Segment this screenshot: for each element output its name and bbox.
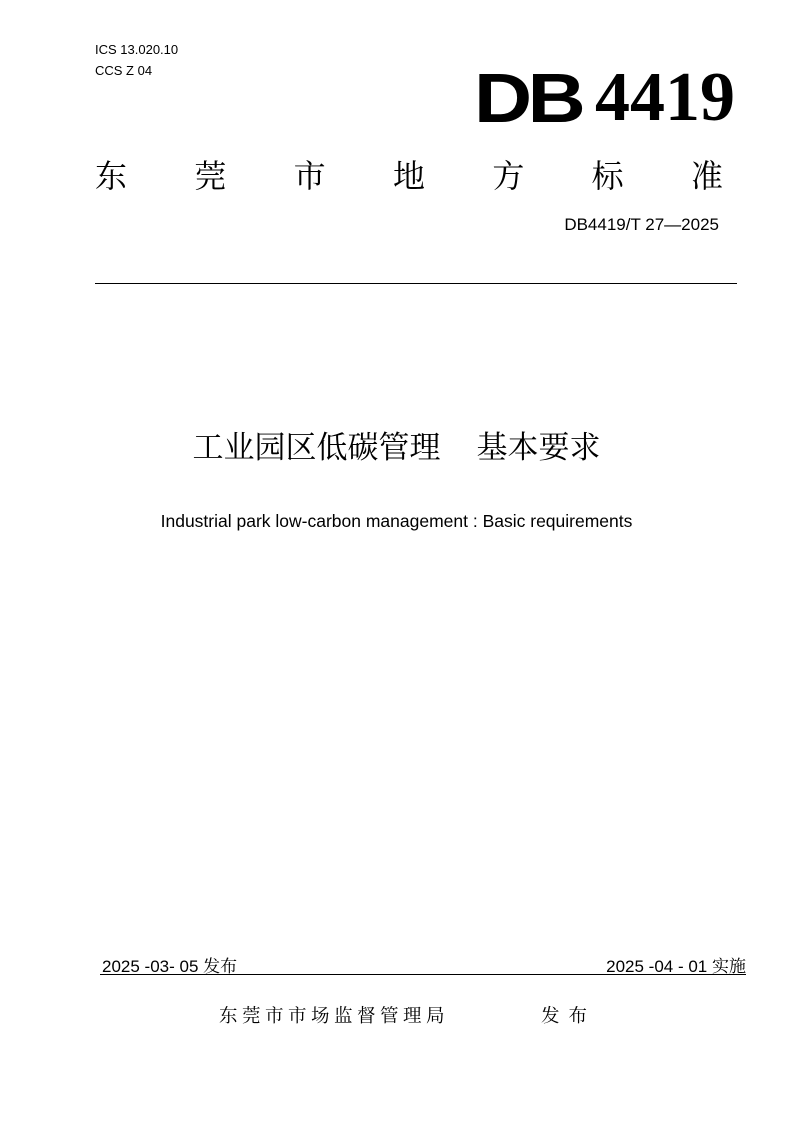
standard-logo xyxy=(473,59,735,137)
standard-type-char: 东 xyxy=(95,157,128,195)
classification-codes xyxy=(95,39,178,81)
ics-code: ICS 13.020.10 xyxy=(95,42,179,57)
logo-letters: DB xyxy=(473,59,581,137)
publish-label: 发布 xyxy=(541,1006,597,1027)
issue-label: 发布 xyxy=(203,957,238,976)
publisher-name: 东莞市市场监督管理局 xyxy=(219,1006,450,1027)
document-title-en: Industrial park low-carbon management : Basic requirements xyxy=(160,511,633,531)
standard-type xyxy=(95,156,723,196)
implementation-label: 实施 xyxy=(712,957,746,976)
ccs-code: CCS Z 04 xyxy=(95,63,153,78)
standard-type-char: 方 xyxy=(492,157,525,195)
standard-type-char: 莞 xyxy=(194,157,227,195)
title-cn-main: 工业园区低碳管理 xyxy=(192,430,441,466)
logo-number: 4419 xyxy=(595,59,735,136)
standard-type-char: 市 xyxy=(293,157,326,195)
title-cn-sub: 基本要求 xyxy=(476,430,601,466)
standard-type-char: 准 xyxy=(690,157,723,195)
standard-number: DB4419/T 27—2025 xyxy=(564,215,719,234)
standard-type-char: 标 xyxy=(591,157,624,195)
document-title-cn xyxy=(0,428,793,468)
date-divider xyxy=(100,974,746,975)
standard-type-char: 地 xyxy=(392,157,425,195)
implementation-date: 2025 -04 - 01 xyxy=(606,957,708,976)
header-divider xyxy=(95,283,737,284)
issue-date: 2025 -03- 05 xyxy=(102,957,199,976)
